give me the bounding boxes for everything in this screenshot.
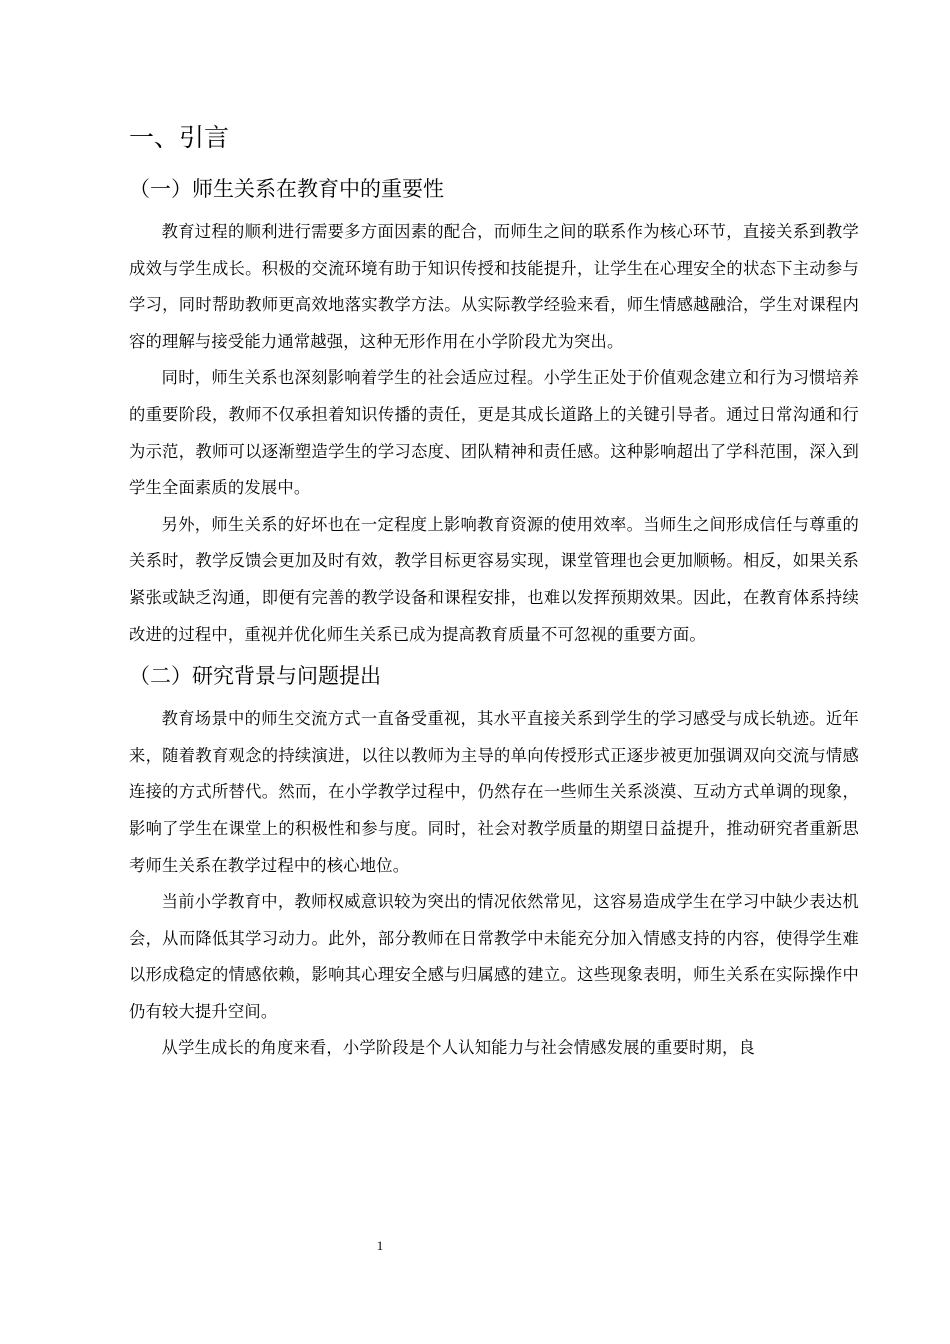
section-heading-2: （二）研究背景与问题提出 <box>129 664 381 689</box>
chapter-heading: 一、引言 <box>129 123 230 152</box>
paragraph: 教育场景中的师生交流方式一直备受重视，其水平直接关系到学生的学习感受与成长轨迹。近年来，随着教育观念的持续演进，以往以教师为主导的单向传授形式正逐步被更加强调双向交流与情感连接的方式所替代。然而，在小学教学过程中，仍然存在一些师生关系淡漠、互动方式单调的现象，影响了学生在课堂上的积极性和参与度。同时，社会对教学质量的期望日益提升，推动研究者重新思考师生关系在教学过程中的核心地位。 <box>129 709 859 875</box>
section-heading-1: （一）师生关系在教育中的重要性 <box>129 177 444 201</box>
paragraph: 当前小学教育中，教师权威意识较为突出的情况依然常见，这容易造成学生在学习中缺少表达机会，从而降低其学习动力。此外，部分教师在日常教学中未能充分加入情感支持的内容，使得学生难以形成稳定的情感依赖，影响其心理安全感与归属感的建立。这些现象表明，师生关系在实际操作中仍有较大提升空间。 <box>129 892 859 1021</box>
page-number: 1 <box>376 1238 384 1253</box>
paragraph: 从学生成长的角度来看，小学阶段是个人认知能力与社会情感发展的重要时期，良 <box>161 1038 755 1058</box>
paragraph: 同时，师生关系也深刻影响着学生的社会适应过程。小学生正处于价值观念建立和行为习惯培养的重要阶段，教师不仅承担着知识传播的责任，更是其成长道路上的关键引导者。通过日常沟通和行为示范，教师可以逐渐塑造学生的学习态度、团队精神和责任感。这种影响超出了学科范围，深入到学生全面素质的发展中。 <box>129 368 859 498</box>
document-body <box>129 116 859 1067</box>
paragraph: 另外，师生关系的好坏也在一定程度上影响教育资源的使用效率。当师生之间形成信任与尊重的关系时，教学反馈会更加及时有效，教学目标更容易实现，课堂管理也会更加顺畅。相反，如果关系紧张或缺乏沟通，即便有完善的教学设备和课程安排，也难以发挥预期效果。因此，在教育体系持续改进的过程中，重视并优化师生关系已成为提高教育质量不可忽视的重要方面。 <box>129 514 859 644</box>
paragraph: 教育过程的顺利进行需要多方面因素的配合，而师生之间的联系作为核心环节，直接关系到教学成效与学生成长。积极的交流环境有助于知识传授和技能提升，让学生在心理安全的状态下主动参与学习，同时帮助教师更高效地落实教学方法。从实际教学经验来看，师生情感越融洽，学生对课程内容的理解与接受能力通常越强，这种无形作用在小学阶段尤为突出。 <box>129 222 859 351</box>
